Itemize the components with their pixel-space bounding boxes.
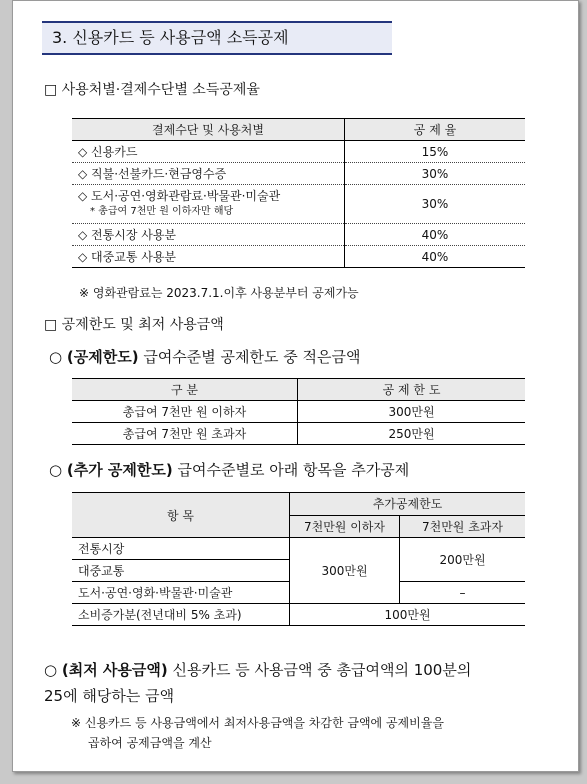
- table-row: [72, 604, 525, 626]
- minimum-block: [44, 657, 564, 709]
- extra-header-low: 7천만원 이하자: [290, 515, 400, 538]
- extra-value-low: 300만원: [290, 538, 400, 604]
- extra-header-item: 항 목: [72, 493, 290, 538]
- extra-value-dash: –: [400, 582, 526, 604]
- rate-value: 40%: [345, 246, 526, 268]
- table-row: [72, 401, 525, 423]
- extra-table: [72, 492, 525, 626]
- rate-header-rate: 공 제 율: [345, 119, 526, 141]
- section-title: 3. 신용카드 등 사용금액 소득공제: [42, 21, 392, 55]
- extra-item: 소비증가분(전년대비 5% 초과): [72, 604, 290, 626]
- extra-title-text: 급여수준별로 아래 항목을 추가공제: [177, 461, 410, 479]
- rate-sub-note: * 총급여 7천만 원 이하자만 해당: [90, 206, 234, 217]
- extra-value-all: 100만원: [290, 604, 526, 626]
- extra-title-bold: (추가 공제한도): [66, 461, 173, 479]
- rate-value: 40%: [345, 224, 526, 246]
- heading-limits: □ 공제한도 및 최저 사용금액: [44, 317, 224, 333]
- limit-header-amount: 공 제 한 도: [298, 379, 526, 401]
- rate-table: [72, 118, 525, 268]
- table-row: [72, 163, 525, 185]
- extra-title: [49, 459, 409, 480]
- limit-title: [49, 346, 361, 367]
- limit-amount: 250만원: [298, 423, 526, 445]
- limit-title-bold: (공제한도): [66, 348, 139, 366]
- table-row: [72, 141, 525, 163]
- table-row: [72, 224, 525, 246]
- limit-category: 총급여 7천만 원 이하자: [72, 401, 298, 423]
- rate-label: ◇ 도서·공연·영화관람료·박물관·미술관: [78, 189, 281, 203]
- rate-value: 30%: [345, 185, 526, 224]
- extra-header-high: 7천만원 초과자: [400, 515, 526, 538]
- extra-item: 대중교통: [72, 560, 290, 582]
- rate-value: 30%: [345, 163, 526, 185]
- minimum-note: [71, 713, 444, 753]
- extra-header-group: 추가공제한도: [290, 493, 526, 516]
- minimum-line2: 25에 해당하는 금액: [44, 687, 175, 705]
- rate-label: ◇ 대중교통 사용분: [72, 246, 345, 268]
- rate-label: ◇ 전통시장 사용분: [72, 224, 345, 246]
- extra-value-high: 200만원: [400, 538, 526, 582]
- extra-item: 전통시장: [72, 538, 290, 560]
- minimum-note-line2: 곱하여 공제금액을 계산: [88, 736, 212, 750]
- table-row: [72, 246, 525, 268]
- minimum-line1: 신용카드 등 사용금액 중 총급여액의 100분의: [172, 661, 472, 679]
- table-row: [72, 185, 525, 224]
- limit-amount: 300만원: [298, 401, 526, 423]
- extra-item: 도서·공연·영화·박물관·미술관: [72, 582, 290, 604]
- minimum-note-line1: ※ 신용카드 등 사용금액에서 최저사용금액을 차감한 금액에 공제비율을: [71, 716, 444, 730]
- circle-bullet-icon: ○: [49, 461, 63, 479]
- table-row: [72, 538, 525, 560]
- limit-header-category: 구 분: [72, 379, 298, 401]
- rate-label: ◇ 직불·선불카드·현금영수증: [72, 163, 345, 185]
- rate-label: ◇ 신용카드: [72, 141, 345, 163]
- circle-bullet-icon: ○: [44, 661, 58, 679]
- rate-header-method: 결제수단 및 사용처별: [72, 119, 345, 141]
- rate-note: ※ 영화관람료는 2023.7.1.이후 사용분부터 공제가능: [79, 286, 359, 300]
- minimum-title-bold: (최저 사용금액): [61, 661, 168, 679]
- document-page: [12, 0, 579, 772]
- limit-category: 총급여 7천만 원 초과자: [72, 423, 298, 445]
- limit-table: [72, 378, 525, 445]
- limit-title-text: 급여수준별 공제한도 중 적은금액: [143, 348, 361, 366]
- heading-rates: □ 사용처별·결제수단별 소득공제율: [44, 82, 260, 98]
- table-row: [72, 423, 525, 445]
- circle-bullet-icon: ○: [49, 348, 63, 366]
- rate-value: 15%: [345, 141, 526, 163]
